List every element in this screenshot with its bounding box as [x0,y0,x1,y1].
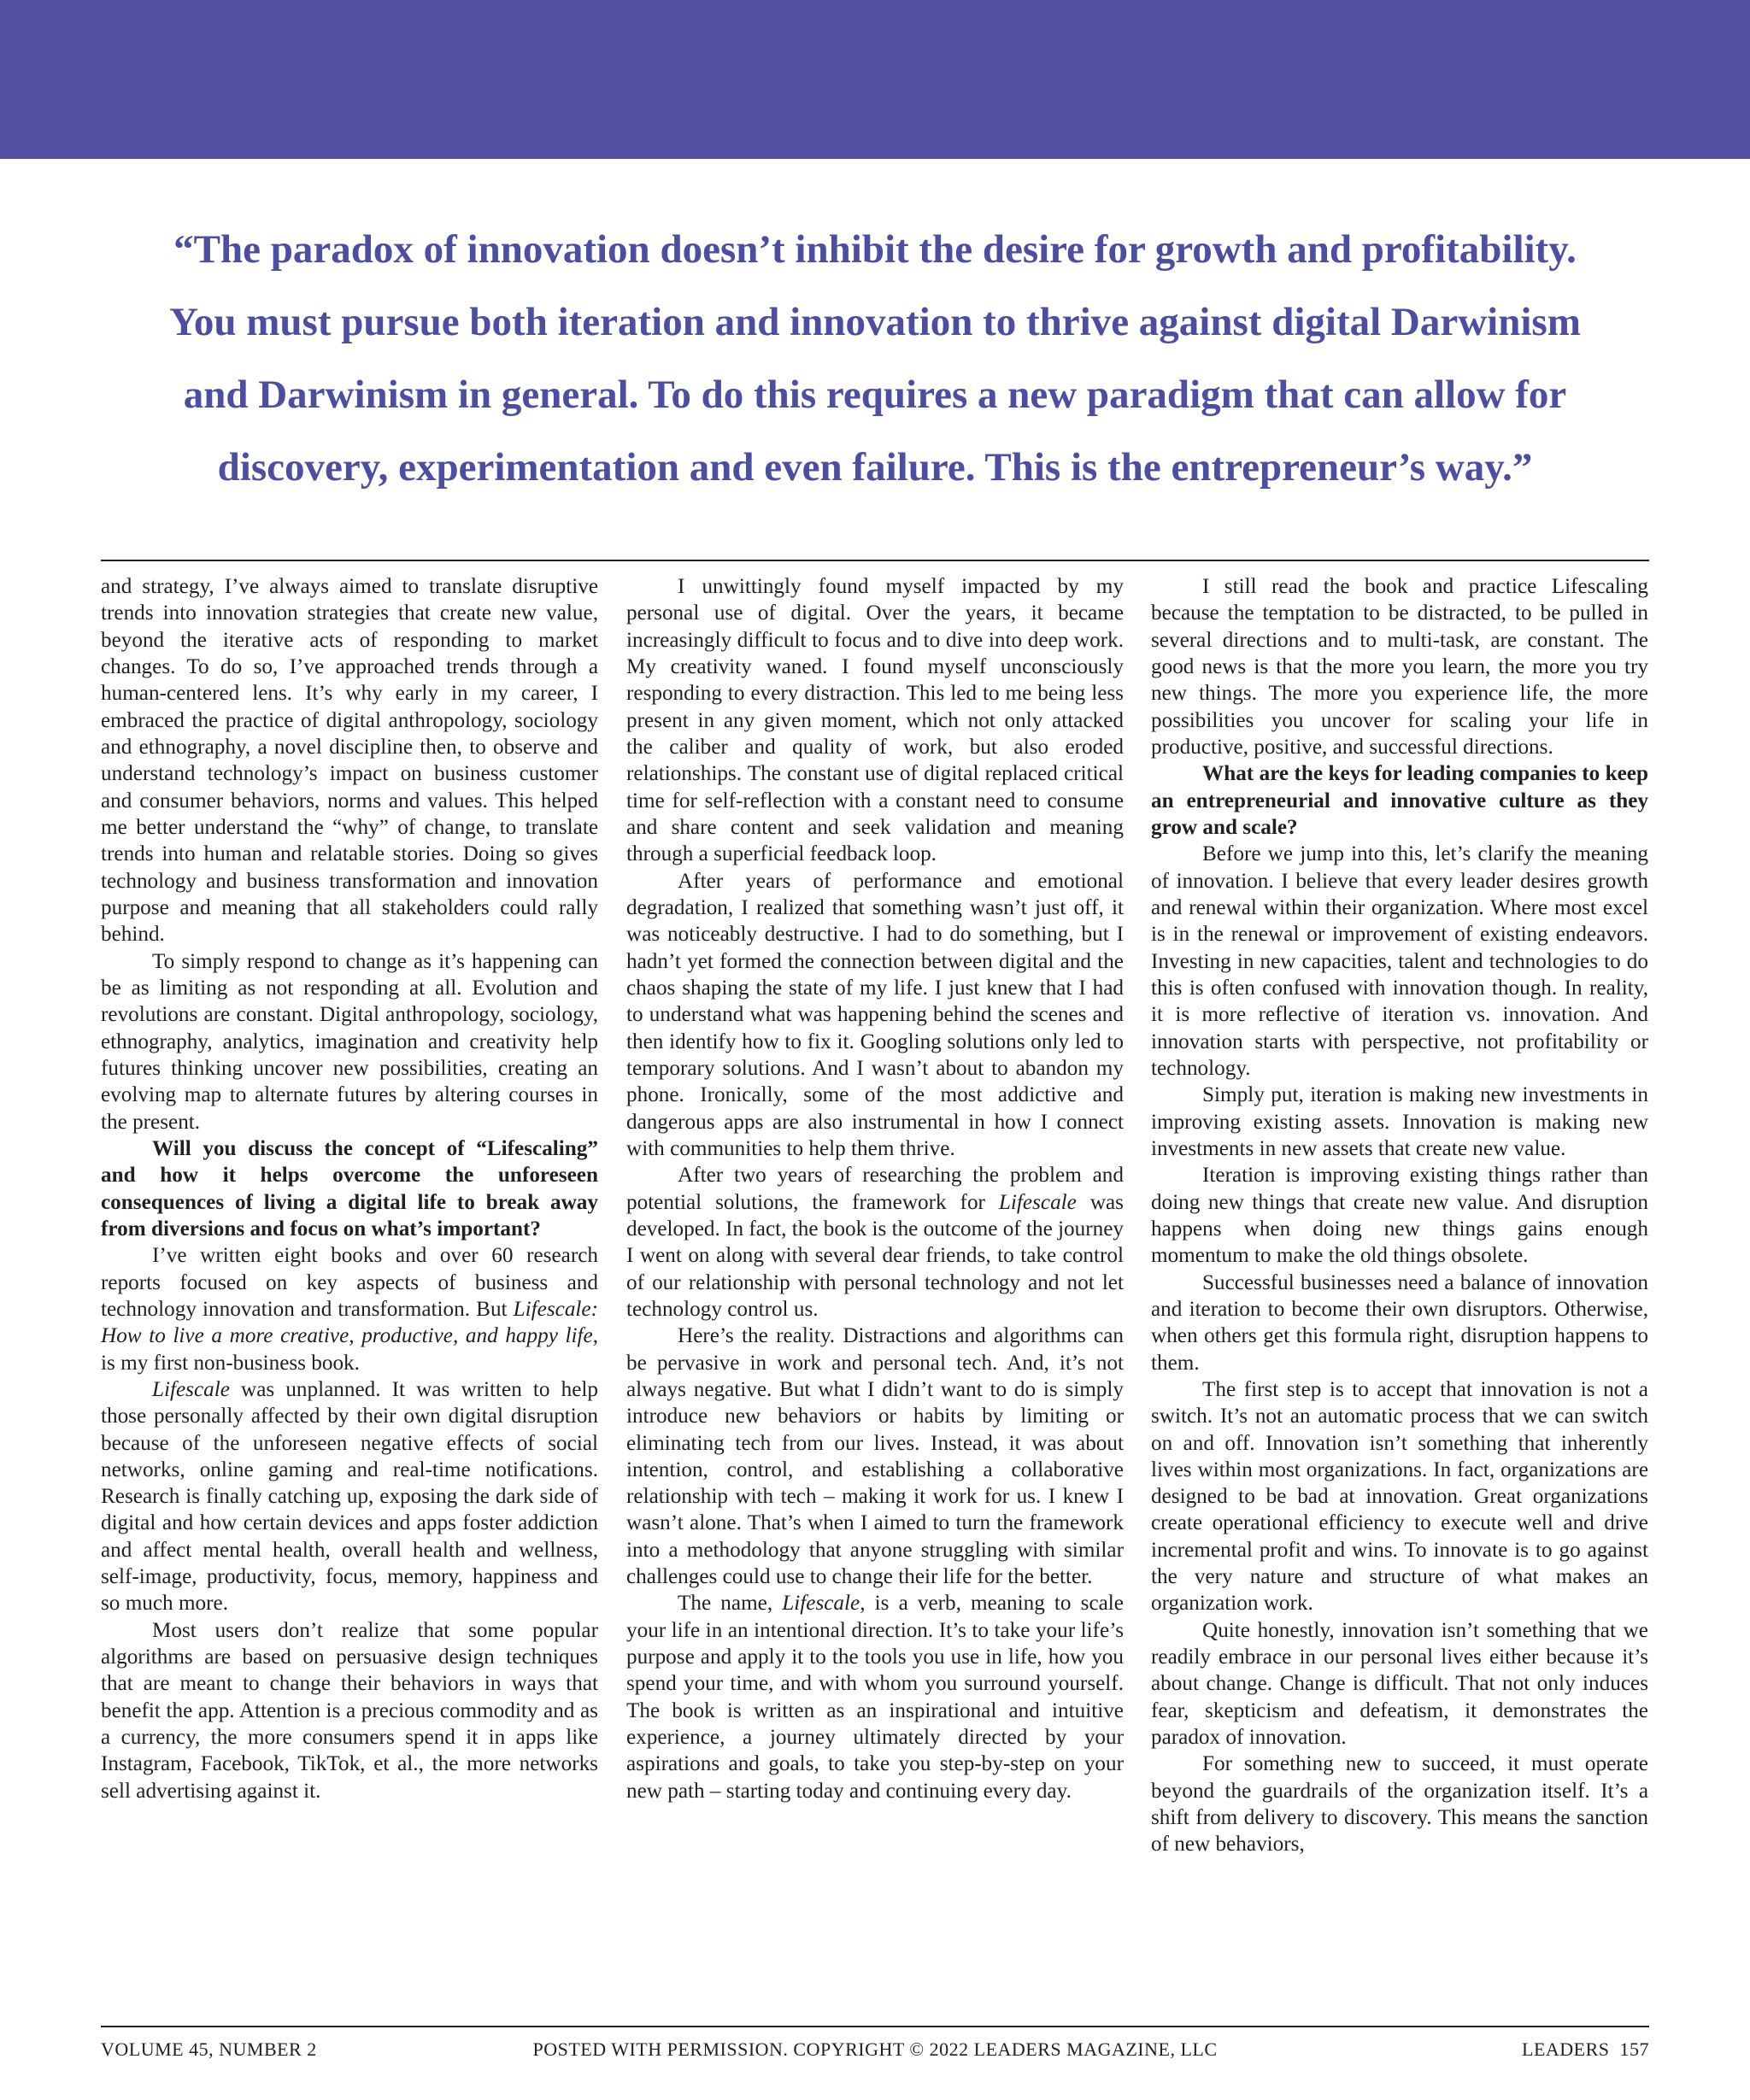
text-run: was developed. In fact, the book is the outcome of the journey I went on along with several dear friends, to take control of our relationship with personal technology and not let technology control us. [626,1190,1124,1321]
body-paragraph [101,1242,598,1376]
body-paragraph: and strategy, I’ve always aimed to translate disruptive trends into innovation strategies that create new value, beyond the iterative acts of responding to market changes. To do so, I’ve approached trends through a human-centered lens. It’s why early in my career, I embraced the practice of digital anthropology, sociology and ethnography, a novel discipline then, to observe and understand technology’s impact on business customer and consumer behaviors, norms and values. This helped me better understand the “why” of change, to translate trends into human and relatable stories. Doing so gives technology and business transformation and innovation purpose and meaning that all stakeholders could rally behind. [101,575,598,947]
body-paragraph [101,1376,598,1617]
footer-copyright: POSTED WITH PERMISSION. COPYRIGHT © 2022 LEADERS MAGAZINE, LLC [532,2038,1218,2060]
body-paragraph: After years of performance and emotional degradation, I realized that something wasn’t just off, it was noticeably destructive. I had to do something, but I hadn’t yet formed the connection between digital and the chaos shaping the state of my life. I just knew that I had to understand what was happening behind the scenes and then identify how to fix it. Googling solutions only led to temporary solutions. And I wasn’t about to abandon my phone. Ironically, some of the most addictive and dangerous apps are also instrumental in how I connect with communities to help them thrive. [626,869,1124,1160]
top-divider [101,560,1649,561]
body-paragraph: Simply put, iteration is making new investments in improving existing assets. Innovation is making new investments in new assets that create new value. [1151,1083,1648,1160]
text-run: , is my first non-business book. [101,1324,598,1375]
body-paragraph: Before we jump into this, let’s clarify the meaning of innovation. I believe that every leader desires growth and renewal within their organization. Where most excel is in the renewal or improvement of existing endeavors. Investing in new capacities, talent and technologies to do this is often confused with innovation though. In reality, it is more reflective of iteration vs. innovation. And innovation starts with perspective, not profitability or technology. [1151,842,1648,1080]
book-title: Lifescale [152,1377,230,1401]
book-title: Lifescale: How to live a more creative, productive, and happy life [101,1297,598,1348]
text-run: , is a verb, meaning to scale your life in an intentional direction. It’s to take your life’s purpose and apply it to the tools you use in life, how you spend your time, and with whom you surround yourself. The book is written as an inspirational and intuitive experience, a journey ultimately directed by your aspirations and goals, to take you step-by-step on your new path – starting today and continuing every day. [626,1592,1124,1803]
pull-quote-line: and Darwinism in general. To do this requires a new paradigm that can allow for [183,372,1567,417]
article-column-3 [1151,573,1648,1858]
body-paragraph: To simply respond to change as it’s happening can be as limiting as not responding at all. Evolution and revolutions are constant. Digital anthropology, sociology, ethnography, analytics, imagination and creativity help futures thinking uncover new possibilities, creating an evolving map to alternate futures by altering courses in the present. [101,949,598,1134]
body-paragraph: Successful businesses need a balance of innovation and iteration to become their own disruptors. Otherwise, when others get this formula right, disruption happens to them. [1151,1270,1648,1375]
footer-volume: VOLUME 45, NUMBER 2 [101,2038,317,2060]
book-title: Lifescale [782,1592,860,1616]
pull-quote-line: You must pursue both iteration and innovation to thrive against digital Darwinism [169,300,1581,344]
bottom-divider [101,2026,1649,2027]
book-title: Lifescale [998,1190,1077,1214]
article-column-2 [626,573,1124,1804]
body-paragraph: Iteration is improving existing things rather than doing new things that create new value. And disruption happens when doing new things gains enough momentum to make the old things obsolete. [1151,1164,1648,1268]
interview-question: Will you discuss the concept of “Lifescaling” and how it helps overcome the unforeseen consequences of living a digital life to break away from diversions and focus on what’s important? [101,1136,598,1241]
article-column-1 [101,573,598,1804]
interview-question: What are the keys for leading companies to keep an entrepreneurial and innovative culture as they grow and scale? [1151,762,1648,839]
text-run: I’ve written eight books and over 60 research reports focused on key aspects of business and technology innovation and transformation. But [101,1244,598,1321]
body-paragraph: Here’s the reality. Distractions and algorithms can be pervasive in work and personal tech. And, it’s not always negative. But what I didn’t want to do is simply introduce new behaviors or habits by limiting or eliminating tech from our lives. Instead, it was about intention, control, and establishing a collaborative relationship with tech – making it work for us. I knew I wasn’t alone. That’s when I aimed to turn the framework into a methodology that anyone struggling with similar challenges could use to change their life for the better. [626,1324,1124,1589]
body-paragraph [626,1162,1124,1323]
body-paragraph: Quite honestly, innovation isn’t something that we readily embrace in our personal lives either because it’s about change. Change is difficult. That not only induces fear, skepticism and defeatism, it demonstrates the paradox of innovation. [1151,1618,1648,1750]
body-paragraph [626,1590,1124,1804]
page-footer [101,2038,1649,2066]
text-run: was unplanned. It was written to help those personally affected by their own digital disruption because of the unforeseen negative effects of social networks, online gaming and real-time notifications. Research is finally catching up, exposing the dark side of digital and how certain devices and apps foster addiction and affect mental health, overall health and wellness, self-image, productivity, focus, memory, happiness and so much more. [101,1377,598,1616]
footer-page-number: LEADERS 157 [1522,2038,1649,2060]
text-run: After two years of researching the problem and potential solutions, the framework for [626,1164,1124,1214]
body-paragraph: I unwittingly found myself impacted by my personal use of digital. Over the years, it became increasingly difficult to focus and to dive into deep work. My creativity waned. I found myself unconsciously responding to every distraction. This led to me being less present in any given moment, which not only attacked the caliber and quality of work, but also eroded relationships. The constant use of digital replaced critical time for self-reflection with a constant need to consume and share content and seek validation and meaning through a superficial feedback loop. [626,575,1124,866]
body-paragraph: For something new to succeed, it must operate beyond the guardrails of the organization itself. It’s a shift from delivery to discovery. This means the sanction of new behaviors, [1151,1752,1648,1857]
body-paragraph: The first step is to accept that innovation is not a switch. It’s not an automatic process that we can switch on and off. Innovation isn’t something that inherently lives within most organizations. In fact, organizations are designed to be bad at innovation. Great organizations create operational efficiency to execute well and drive incremental profit and wins. To innovate is to go against the very nature and structure of what makes an organization work. [1151,1377,1648,1616]
body-paragraph: I still read the book and practice Lifescaling because the temptation to be distracted, to be pulled in several directions and to multi-task, are constant. The good news is that the more you learn, the more you try new things. The more you experience life, the more possibilities you uncover for scaling your life in productive, positive, and successful directions. [1151,575,1648,759]
pull-quote-line: “The paradox of innovation doesn’t inhibit the desire for growth and profitability. [173,227,1577,272]
pull-quote [103,214,1647,504]
header-color-band [0,0,1750,159]
text-run: The name, [678,1592,783,1616]
body-paragraph: Most users don’t realize that some popular algorithms are based on persuasive design techniques that are meant to change their behaviors in ways that benefit the app. Attention is a precious commodity and as a currency, the more consumers spend it in apps like Instagram, Facebook, TikTok, et al., the more networks sell advertising against it. [101,1618,598,1803]
pull-quote-line: discovery, experimentation and even failure. This is the entrepreneur’s way.” [217,445,1533,490]
